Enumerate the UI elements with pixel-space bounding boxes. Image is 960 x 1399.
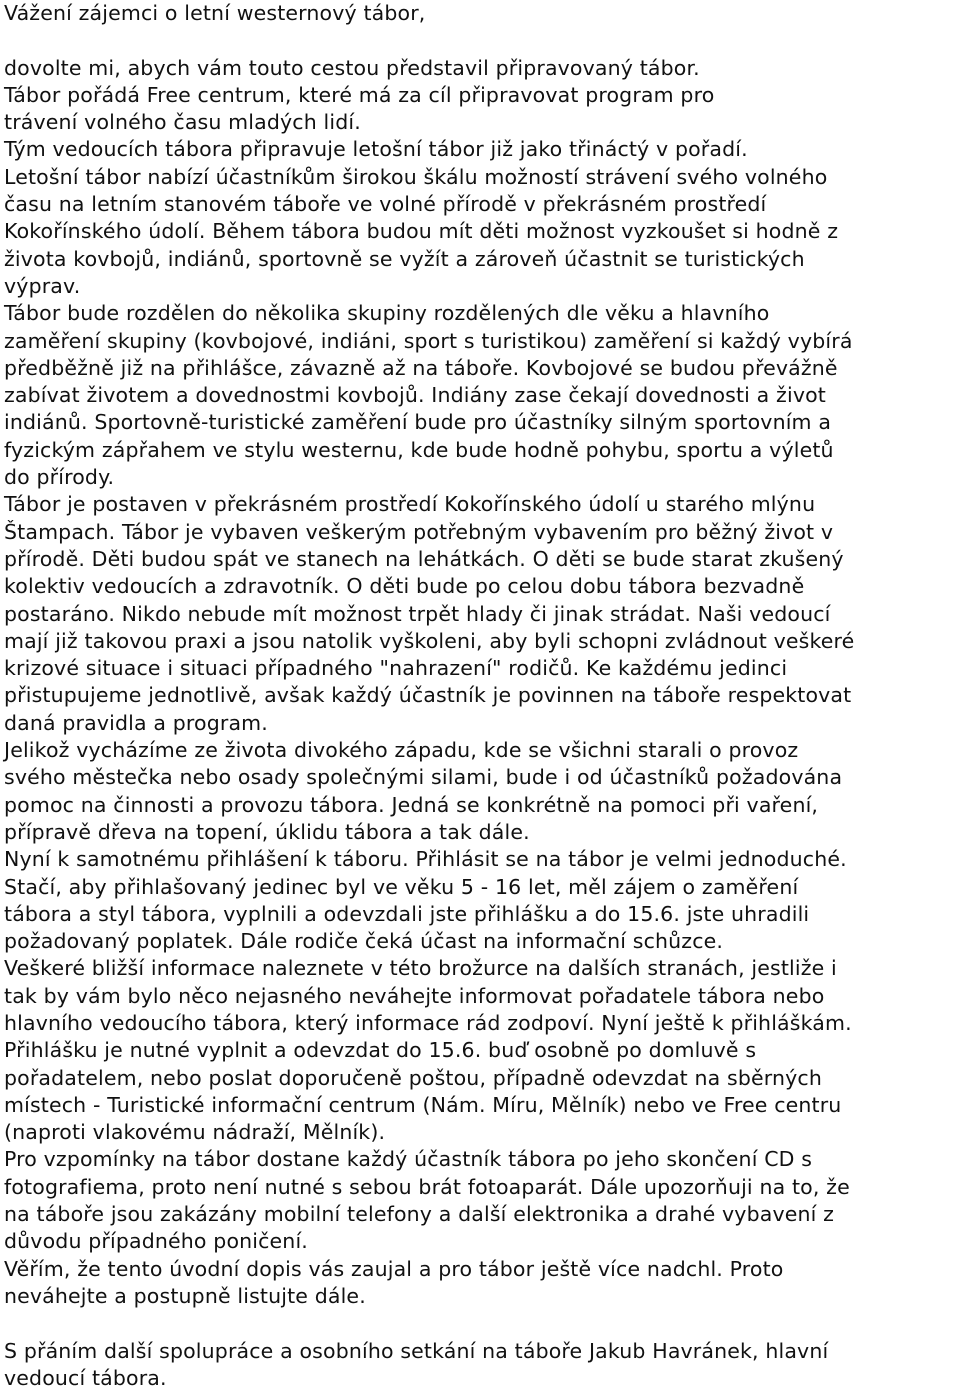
body-line: fyzickým zápřahem ve stylu westernu, kde bude hodně pohybu, sportu a výletů: [4, 437, 834, 462]
letter-closing: [4, 1338, 954, 1393]
body-line: důvodu případného poničení.: [4, 1229, 308, 1254]
blank-line: [4, 27, 954, 54]
body-line: Jelikož vycházíme ze života divokého západu, kde se všichni starali o provoz: [4, 738, 799, 763]
body-line: života kovbojů, indiánů, sportovně se vyžít a zároveň účastnit se turistických: [4, 246, 805, 271]
body-line: na táboře jsou zakázány mobilní telefony a další elektronika a drahé vybavení z: [4, 1202, 835, 1227]
body-line: pomoc na činnosti a provozu tábora. Jedná se konkrétně na pomoci při vaření,: [4, 792, 819, 817]
body-line: Přihlášku je nutné vyplnit a odevzdat do 15.6. buď osobně po domluvě s: [4, 1038, 757, 1063]
body-line: Tým vedoucích tábora připravuje letošní tábor již jako třináctý v pořadí.: [4, 137, 748, 162]
body-line: Stačí, aby přihlašovaný jedinec byl ve věku 5 - 16 let, měl zájem o zaměření: [4, 874, 799, 899]
body-line: Kokořínského údolí. Během tábora budou mít děti možnost vyzkoušet si hodně z: [4, 219, 839, 244]
blank-line: [4, 1310, 954, 1337]
body-line: tak by vám bylo něco nejasného neváhejte informovat pořadatele tábora nebo: [4, 983, 825, 1008]
body-line: Nyní k samotnému přihlášení k táboru. Přihlásit se na tábor je velmi jednoduché.: [4, 847, 847, 872]
body-line: přírodě. Děti budou spát ve stanech na lehátkách. O děti se bude starat zkušený: [4, 546, 844, 571]
body-line: Štampach. Tábor je vybaven veškerým potřebným vybavením pro běžný život v: [4, 519, 834, 544]
body-line: indiánů. Sportovně-turistické zaměření bude pro účastníky silným sportovním a: [4, 410, 832, 435]
body-line: zabívat životem a dovednostmi kovbojů. Indiány zase čekají dovednosti a život: [4, 383, 826, 408]
body-line: dovolte mi, abych vám touto cestou představil připravovaný tábor.: [4, 55, 700, 80]
body-line: Tábor je postaven v překrásném prostředí Kokořínského údolí u starého mlýnu: [4, 492, 816, 517]
greeting-line: Vážení zájemci o letní westernový tábor,: [4, 1, 426, 25]
body-line: času na letním stanovém táboře ve volné přírodě v překrásném prostředí: [4, 192, 767, 217]
body-line: postaráno. Nikdo nebude mít možnost trpět hlady či jinak strádat. Naši vedoucí: [4, 601, 831, 626]
body-line: přípravě dřeva na topení, úklidu tábora a tak dále.: [4, 819, 530, 844]
body-line: pořadatelem, nebo poslat doporučeně poštou, případně odevzdat na sběrných: [4, 1065, 822, 1090]
body-line: přistupujeme jednotlivě, avšak každý účastník je povinnen na táboře respektovat: [4, 683, 852, 708]
body-line: předběžně již na přihlášce, závazně až na táboře. Kovbojové se budou převážně: [4, 355, 838, 380]
body-line: kolektiv vedoucích a zdravotník. O děti bude po celou dobu tábora bezvadně: [4, 574, 805, 599]
body-line: hlavního vedoucího tábora, který informace rád zodpoví. Nyní ještě k přihláškám.: [4, 1010, 852, 1035]
body-line: mají již takovou praxi a jsou natolik vyškoleni, aby byli schopni zvládnout veškeré: [4, 628, 855, 653]
body-line: fotografiema, proto není nutné s sebou brát fotoaparát. Dále upozorňuji na to, že: [4, 1174, 850, 1199]
body-line: do přírody.: [4, 465, 115, 490]
body-line: Tábor bude rozdělen do několika skupiny rozdělených dle věku a hlavního: [4, 301, 770, 326]
body-line: Letošní tábor nabízí účastníkům širokou škálu možností strávení svého volného: [4, 164, 828, 189]
body-line: Veškeré bližší informace naleznete v této brožurce na dalších stranách, jestliže i: [4, 956, 837, 981]
body-line: trávení volného času mladých lidí.: [4, 110, 361, 135]
body-line: místech - Turistické informační centrum (Nám. Míru, Mělník) nebo ve Free centru: [4, 1092, 842, 1117]
body-line: tábora a styl tábora, vyplnili a odevzdali jste přihlášku a do 15.6. jste uhradili: [4, 901, 810, 926]
body-line: (naproti vlakovému nádraží, Mělník).: [4, 1120, 386, 1145]
closing-line: vedoucí tábora.: [4, 1365, 167, 1390]
letter-body: [4, 55, 954, 1311]
body-line: Věřím, že tento úvodní dopis vás zaujal a pro tábor ještě více nadchl. Proto: [4, 1256, 784, 1281]
body-line: neváhejte a postupně listujte dále.: [4, 1283, 366, 1308]
body-line: Pro vzpomínky na tábor dostane každý účastník tábora po jeho skončení CD s: [4, 1147, 813, 1172]
body-line: požadovaný poplatek. Dále rodiče čeká účast na informační schůzce.: [4, 929, 724, 954]
body-line: svého městečka nebo osady společnými silami, bude i od účastníků požadována: [4, 765, 843, 790]
body-line: Tábor pořádá Free centrum, které má za cíl připravovat program pro: [4, 82, 715, 107]
letter-document: [4, 0, 954, 1392]
closing-line: S přáním další spolupráce a osobního setkání na táboře Jakub Havránek, hlavní: [4, 1338, 829, 1363]
body-line: výprav.: [4, 273, 81, 298]
body-line: zaměření skupiny (kovbojové, indiáni, sport s turistikou) zaměření si každý vybírá: [4, 328, 853, 353]
body-line: krizové situace i situaci případného "nahrazení" rodičů. Ke každému jedinci: [4, 656, 788, 681]
body-line: daná pravidla a program.: [4, 710, 268, 735]
